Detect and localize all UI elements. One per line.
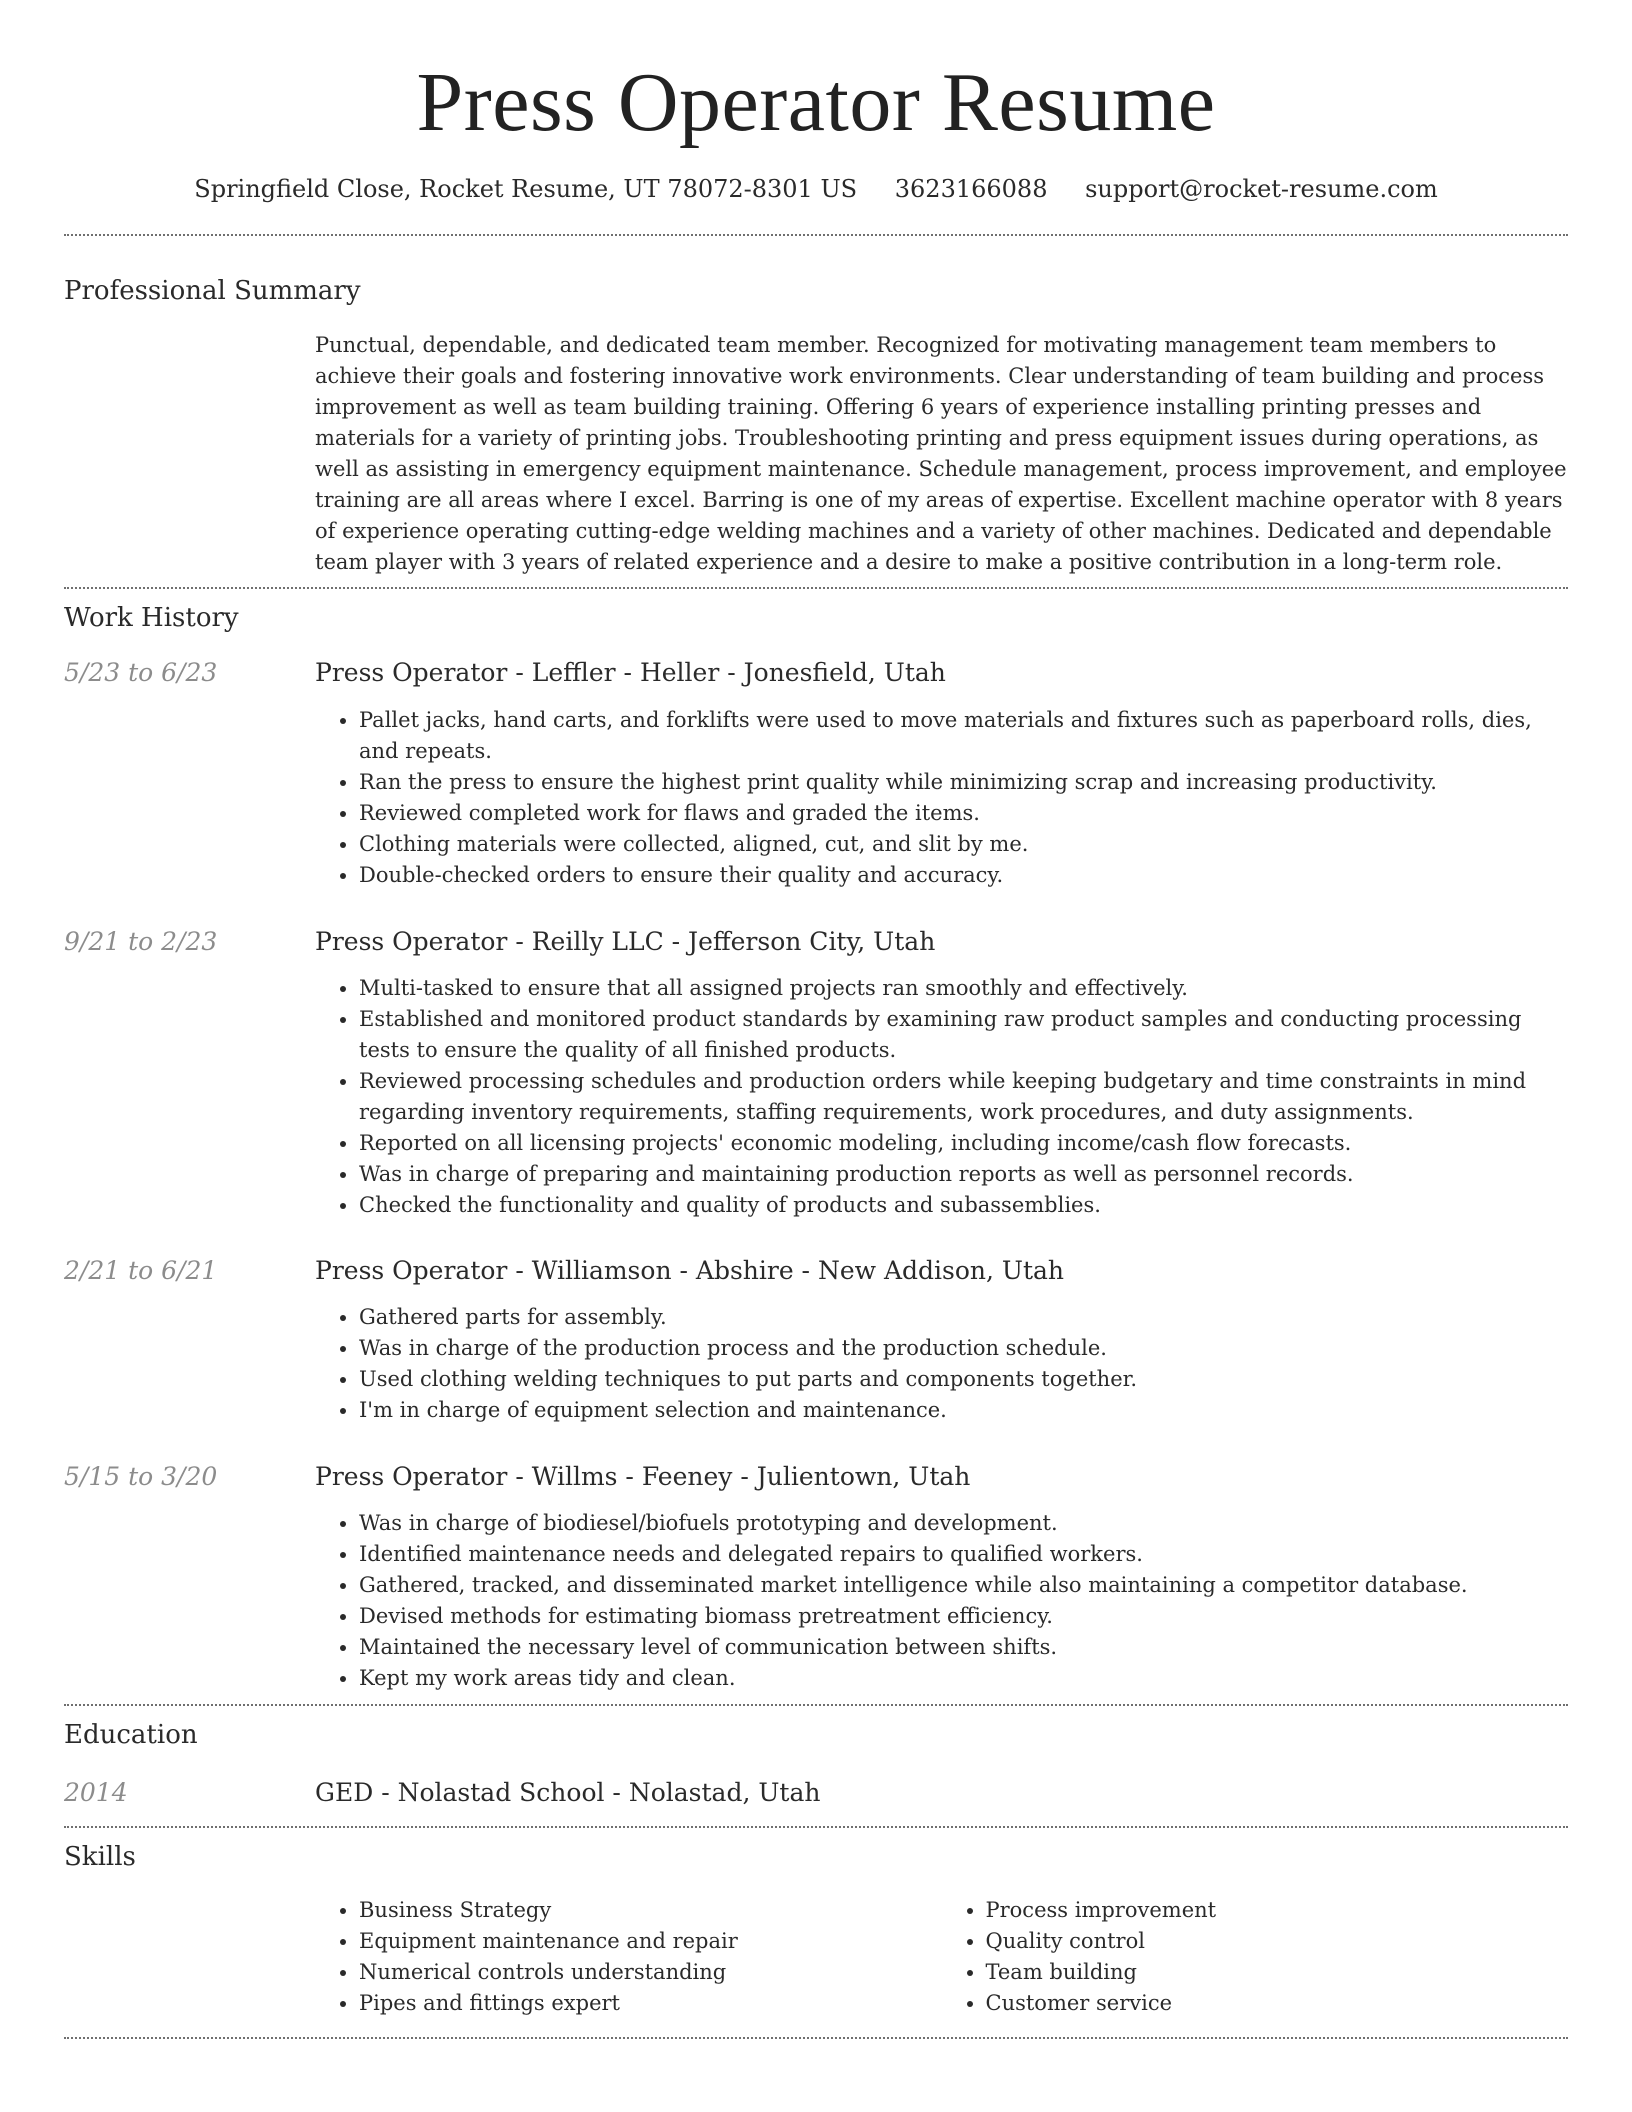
list-item: • Devised methods for estimating biomass pretreatment efficiency. (359, 1601, 1568, 1632)
section-title-education: Education (64, 1720, 198, 1750)
skill-item: • Equipment maintenance and repair (359, 1926, 942, 1957)
job-entry (64, 925, 1568, 1221)
list-item: • Checked the functionality and quality of products and subassemblies. (359, 1190, 1568, 1221)
list-item: • Gathered parts for assembly. (359, 1302, 1568, 1333)
job-dates: 5/15 to 3/20 (64, 1462, 218, 1491)
skills-column-left (315, 1895, 942, 2019)
list-item: • Maintained the necessary level of communication between shifts. (359, 1632, 1568, 1663)
contact-email: support@rocket-resume.com (1085, 175, 1438, 203)
list-item: • Kept my work areas tidy and clean. (359, 1663, 1568, 1694)
list-item: • Double-checked orders to ensure their quality and accuracy. (359, 860, 1568, 891)
job-heading: Press Operator - Reilly LLC - Jefferson City, Utah (315, 927, 936, 956)
skill-item: • Pipes and fittings expert (359, 1988, 942, 2019)
list-item: • Identified maintenance needs and delegated repairs to qualified workers. (359, 1539, 1568, 1570)
list-item: • Clothing materials were collected, aligned, cut, and slit by me. (359, 829, 1568, 860)
education-date: 2014 (64, 1778, 128, 1807)
job-entry (64, 1254, 1568, 1426)
list-item: • Was in charge of biodiesel/biofuels prototyping and development. (359, 1508, 1568, 1539)
job-heading: Press Operator - Leffler - Heller - Jonesfield, Utah (315, 658, 946, 687)
skill-item: • Business Strategy (359, 1895, 942, 1926)
job-bullets (315, 1508, 1568, 1694)
list-item: • Established and monitored product standards by examining raw product samples and conducting processing tests to ensure the quality of all finished products. (359, 1004, 1568, 1066)
divider (64, 587, 1568, 589)
list-item: • I'm in charge of equipment selection and maintenance. (359, 1395, 1568, 1426)
job-bullets (315, 705, 1568, 891)
education-entry (64, 1776, 1568, 1810)
list-item: • Ran the press to ensure the highest print quality while minimizing scrap and increasing productivity. (359, 767, 1568, 798)
education-heading: GED - Nolastad School - Nolastad, Utah (315, 1778, 821, 1807)
list-item: • Pallet jacks, hand carts, and forklifts were used to move materials and fixtures such as paperboard rolls, dies, and repeats. (359, 705, 1568, 767)
skill-item: • Customer service (986, 1988, 1569, 2019)
divider (64, 2037, 1568, 2039)
list-item: • Gathered, tracked, and disseminated market intelligence while also maintaining a competitor database. (359, 1570, 1568, 1601)
contact-line (64, 172, 1568, 206)
divider (64, 1826, 1568, 1828)
skill-item: • Numerical controls understanding (359, 1957, 942, 1988)
job-entry (64, 1460, 1568, 1694)
job-entry (64, 656, 1568, 891)
section-title-work-history: Work History (64, 603, 239, 633)
list-item: • Reported on all licensing projects' economic modeling, including income/cash flow forecasts. (359, 1128, 1568, 1159)
section-title-summary: Professional Summary (64, 276, 361, 306)
skill-item: • Process improvement (986, 1895, 1569, 1926)
summary-text: Punctual, dependable, and dedicated team member. Recognized for motivating management team members to achieve their goals and fostering innovative work environments. Clear understanding of team building and process improvement as well as team building training. Offering 6 years of experience installing printing presses and materials for a variety of printing jobs. Troubleshooting printing and press equipment issues during operations, as well as assisting in emergency equipment maintenance. Schedule management, process improvement, and employee training are all areas where I excel. Barring is one of my areas of expertise. Excellent machine operator with 8 years of experience operating cutting-edge welding machines and a variety of other machines. Dedicated and dependable team player with 3 years of related experience and a desire to make a positive contribution in a long-term role. (315, 333, 1567, 574)
job-bullets (315, 973, 1568, 1221)
job-bullets (315, 1302, 1568, 1426)
job-dates: 9/21 to 2/23 (64, 927, 218, 956)
contact-phone: 3623166088 (894, 175, 1048, 203)
skill-item: • Team building (986, 1957, 1569, 1988)
list-item: • Reviewed processing schedules and production orders while keeping budgetary and time constraints in mind regarding inventory requirements, staffing requirements, work procedures, and duty assignments. (359, 1066, 1568, 1128)
job-dates: 2/21 to 6/21 (64, 1256, 218, 1285)
job-dates: 5/23 to 6/23 (64, 658, 218, 687)
list-item: • Reviewed completed work for flaws and graded the items. (359, 798, 1568, 829)
page-title: Press Operator Resume (416, 56, 1216, 149)
job-heading: Press Operator - Williamson - Abshire - New Addison, Utah (315, 1256, 1065, 1285)
list-item: • Was in charge of preparing and maintaining production reports as well as personnel records. (359, 1159, 1568, 1190)
job-heading: Press Operator - Willms - Feeney - Julientown, Utah (315, 1462, 971, 1491)
divider (64, 234, 1568, 236)
section-title-skills: Skills (64, 1842, 136, 1872)
contact-address: Springfield Close, Rocket Resume, UT 78072-8301 US (194, 175, 858, 203)
list-item: • Was in charge of the production process and the production schedule. (359, 1333, 1568, 1364)
skills-list (315, 1895, 1568, 2019)
list-item: • Multi-tasked to ensure that all assigned projects ran smoothly and effectively. (359, 973, 1568, 1004)
skill-item: • Quality control (986, 1926, 1569, 1957)
skills-column-right (942, 1895, 1569, 2019)
divider (64, 1704, 1568, 1706)
list-item: • Used clothing welding techniques to put parts and components together. (359, 1364, 1568, 1395)
